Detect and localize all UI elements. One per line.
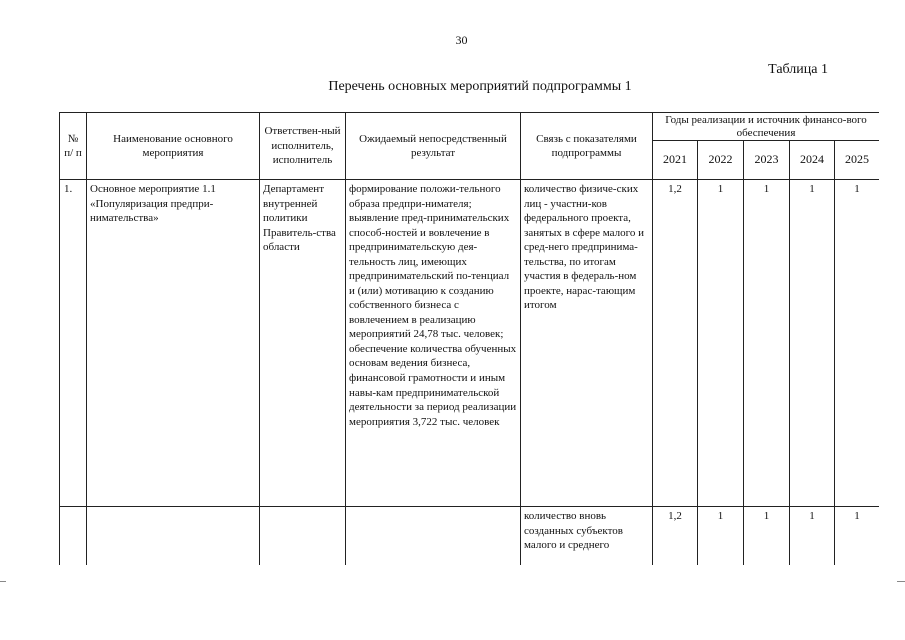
header-row	[60, 113, 880, 141]
page-edge-mark	[897, 581, 905, 582]
cell-num: 1.	[60, 180, 87, 507]
document-title: Перечень основных мероприятий подпрограммы 1	[328, 79, 632, 94]
header-result: Ожидаемый непосредственный результат	[346, 113, 521, 180]
cell-result	[346, 507, 521, 565]
header-year: 2024	[790, 141, 835, 180]
activities-table-container	[59, 112, 879, 565]
cell-year-value: 1	[790, 180, 835, 507]
table-row	[60, 180, 880, 507]
page-number: 30	[455, 33, 468, 47]
cell-num	[60, 507, 87, 565]
cell-link: количество вновь созданных субъектов малого и среднего	[521, 507, 653, 565]
header-num: № п/ п	[60, 113, 87, 180]
cell-year-value: 1	[835, 507, 880, 565]
cell-name	[87, 507, 260, 565]
header-name: Наименование основного мероприятия	[87, 113, 260, 180]
header-year: 2023	[744, 141, 790, 180]
header-year: 2022	[698, 141, 744, 180]
header-year: 2025	[835, 141, 880, 180]
header-years-group: Годы реализации и источник финансо-вого обеспечения	[653, 113, 880, 141]
cell-year-value: 1	[835, 180, 880, 507]
cell-link: количество физиче-ских лиц - участни-ков федерального проекта, занятых в сфере малого и сред-него предпринима-тельства, по итогам участия в федераль-ном проекте, нарас-тающим итогом	[521, 180, 653, 507]
cell-name: Основное мероприятие 1.1 «Популяризация предпри-нимательства»	[87, 180, 260, 507]
cell-year-value: 1	[744, 180, 790, 507]
cell-result: формирование положи-тельного образа предпри-нимателя; выявление пред-принимательских способ-ностей и вовлечение в предпринимательскую дея-тельность лиц, имеющих предпринимательский по-тенциал и (или) мотивацию к созданию собственного бизнеса с вовлечением в реализацию мероприятий 24,78 тыс. человек; обеспечение количества обученных основам ведения бизнеса, финансовой грамотности и иным навы-кам предпринимательской деятельности за период реализации мероприятия 3,722 тыс. человек	[346, 180, 521, 507]
cell-year-value: 1	[698, 507, 744, 565]
cell-responsible: Департамент внутренней политики Правитель-ства области	[260, 180, 346, 507]
header-link: Связь с показателями подпрограммы	[521, 113, 653, 180]
header-year: 2021	[653, 141, 698, 180]
cell-year-value: 1,2	[653, 180, 698, 507]
cell-year-value: 1	[698, 180, 744, 507]
page-edge-mark	[0, 581, 6, 582]
cell-year-value: 1	[744, 507, 790, 565]
cell-year-value: 1,2	[653, 507, 698, 565]
header-responsible: Ответствен-ный исполнитель, исполнитель	[260, 113, 346, 180]
table-label: Таблица 1	[768, 62, 828, 77]
cell-year-value: 1	[790, 507, 835, 565]
cell-responsible	[260, 507, 346, 565]
table-row	[60, 507, 880, 565]
activities-table	[59, 112, 879, 565]
